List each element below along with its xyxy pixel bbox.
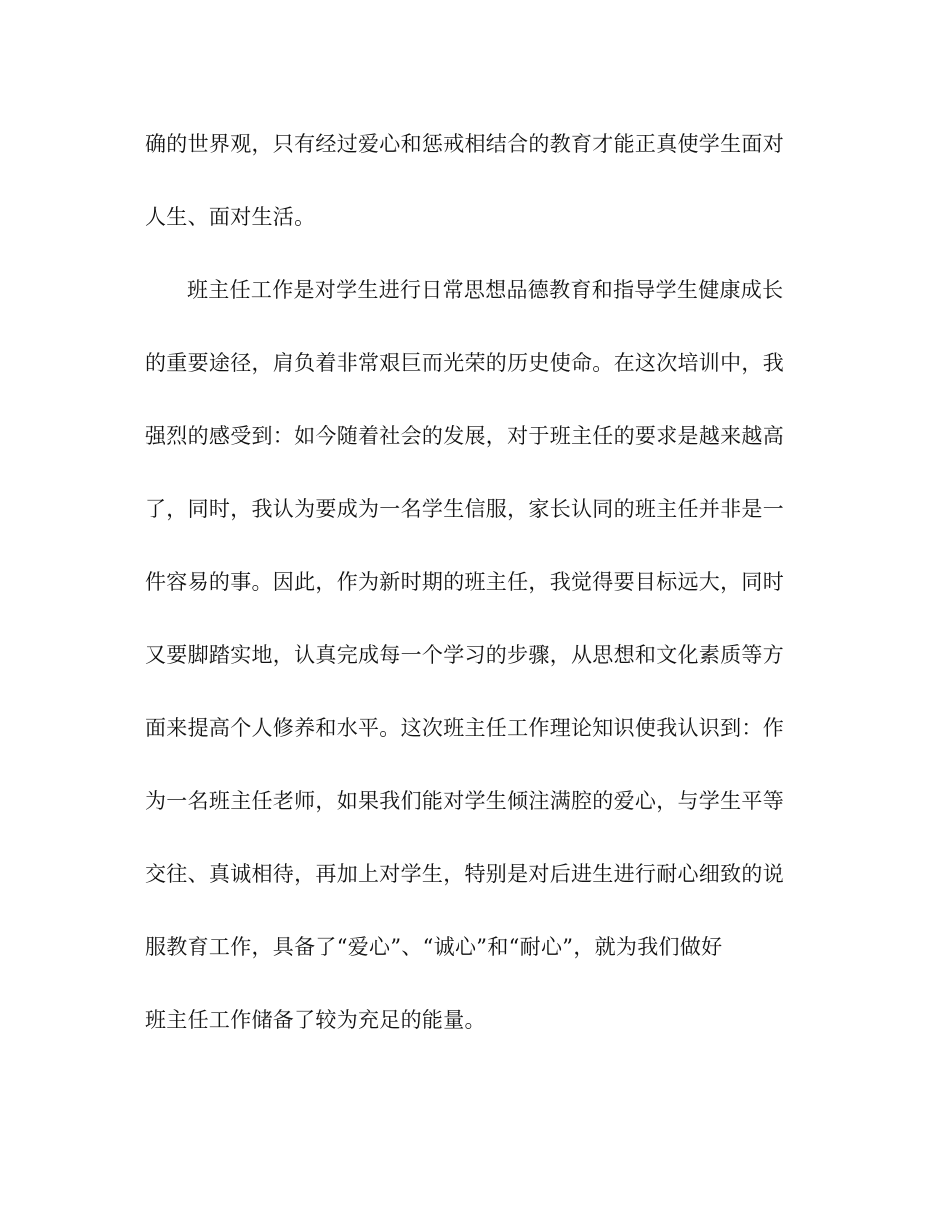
paragraph-1	[145, 108, 805, 254]
paragraph-2	[145, 254, 805, 1057]
paragraph-line: 班主任工作是对学生进行日常思想品德教育和指导学生健康成长	[187, 278, 784, 302]
paragraph-line: 交往、真诚相待，再加上对学生，特别是对后进生进行耐心细致的说	[145, 862, 784, 886]
paragraph-line: 为一名班主任老师，如果我们能对学生倾注满腔的爱心，与学生平等	[145, 789, 784, 813]
paragraph-line: 服教育工作，具备了“爱心”、“诚心”和“耐心”，就为我们做好	[145, 935, 723, 959]
paragraph-line: 件容易的事。因此，作为新时期的班主任，我觉得要目标远大，同时	[145, 570, 784, 594]
paragraph-line: 人生、面对生活。	[145, 205, 316, 229]
paragraph-line: 面来提高个人修养和水平。这次班主任工作理论知识使我认识到：作	[145, 716, 784, 740]
paragraph-line: 班主任工作储备了较为充足的能量。	[145, 1008, 486, 1032]
paragraph-line: 确的世界观，只有经过爱心和惩戒相结合的教育才能正真使学生面对	[145, 132, 784, 156]
paragraph-line: 强烈的感受到：如今随着社会的发展，对于班主任的要求是越来越高	[145, 424, 784, 448]
paragraph-line: 了，同时，我认为要成为一名学生信服，家长认同的班主任并非是一	[145, 497, 784, 521]
paragraph-line: 的重要途径，肩负着非常艰巨而光荣的历史使命。在这次培训中，我	[145, 351, 784, 375]
paragraph-line: 又要脚踏实地，认真完成每一个学习的步骤，从思想和文化素质等方	[145, 643, 784, 667]
